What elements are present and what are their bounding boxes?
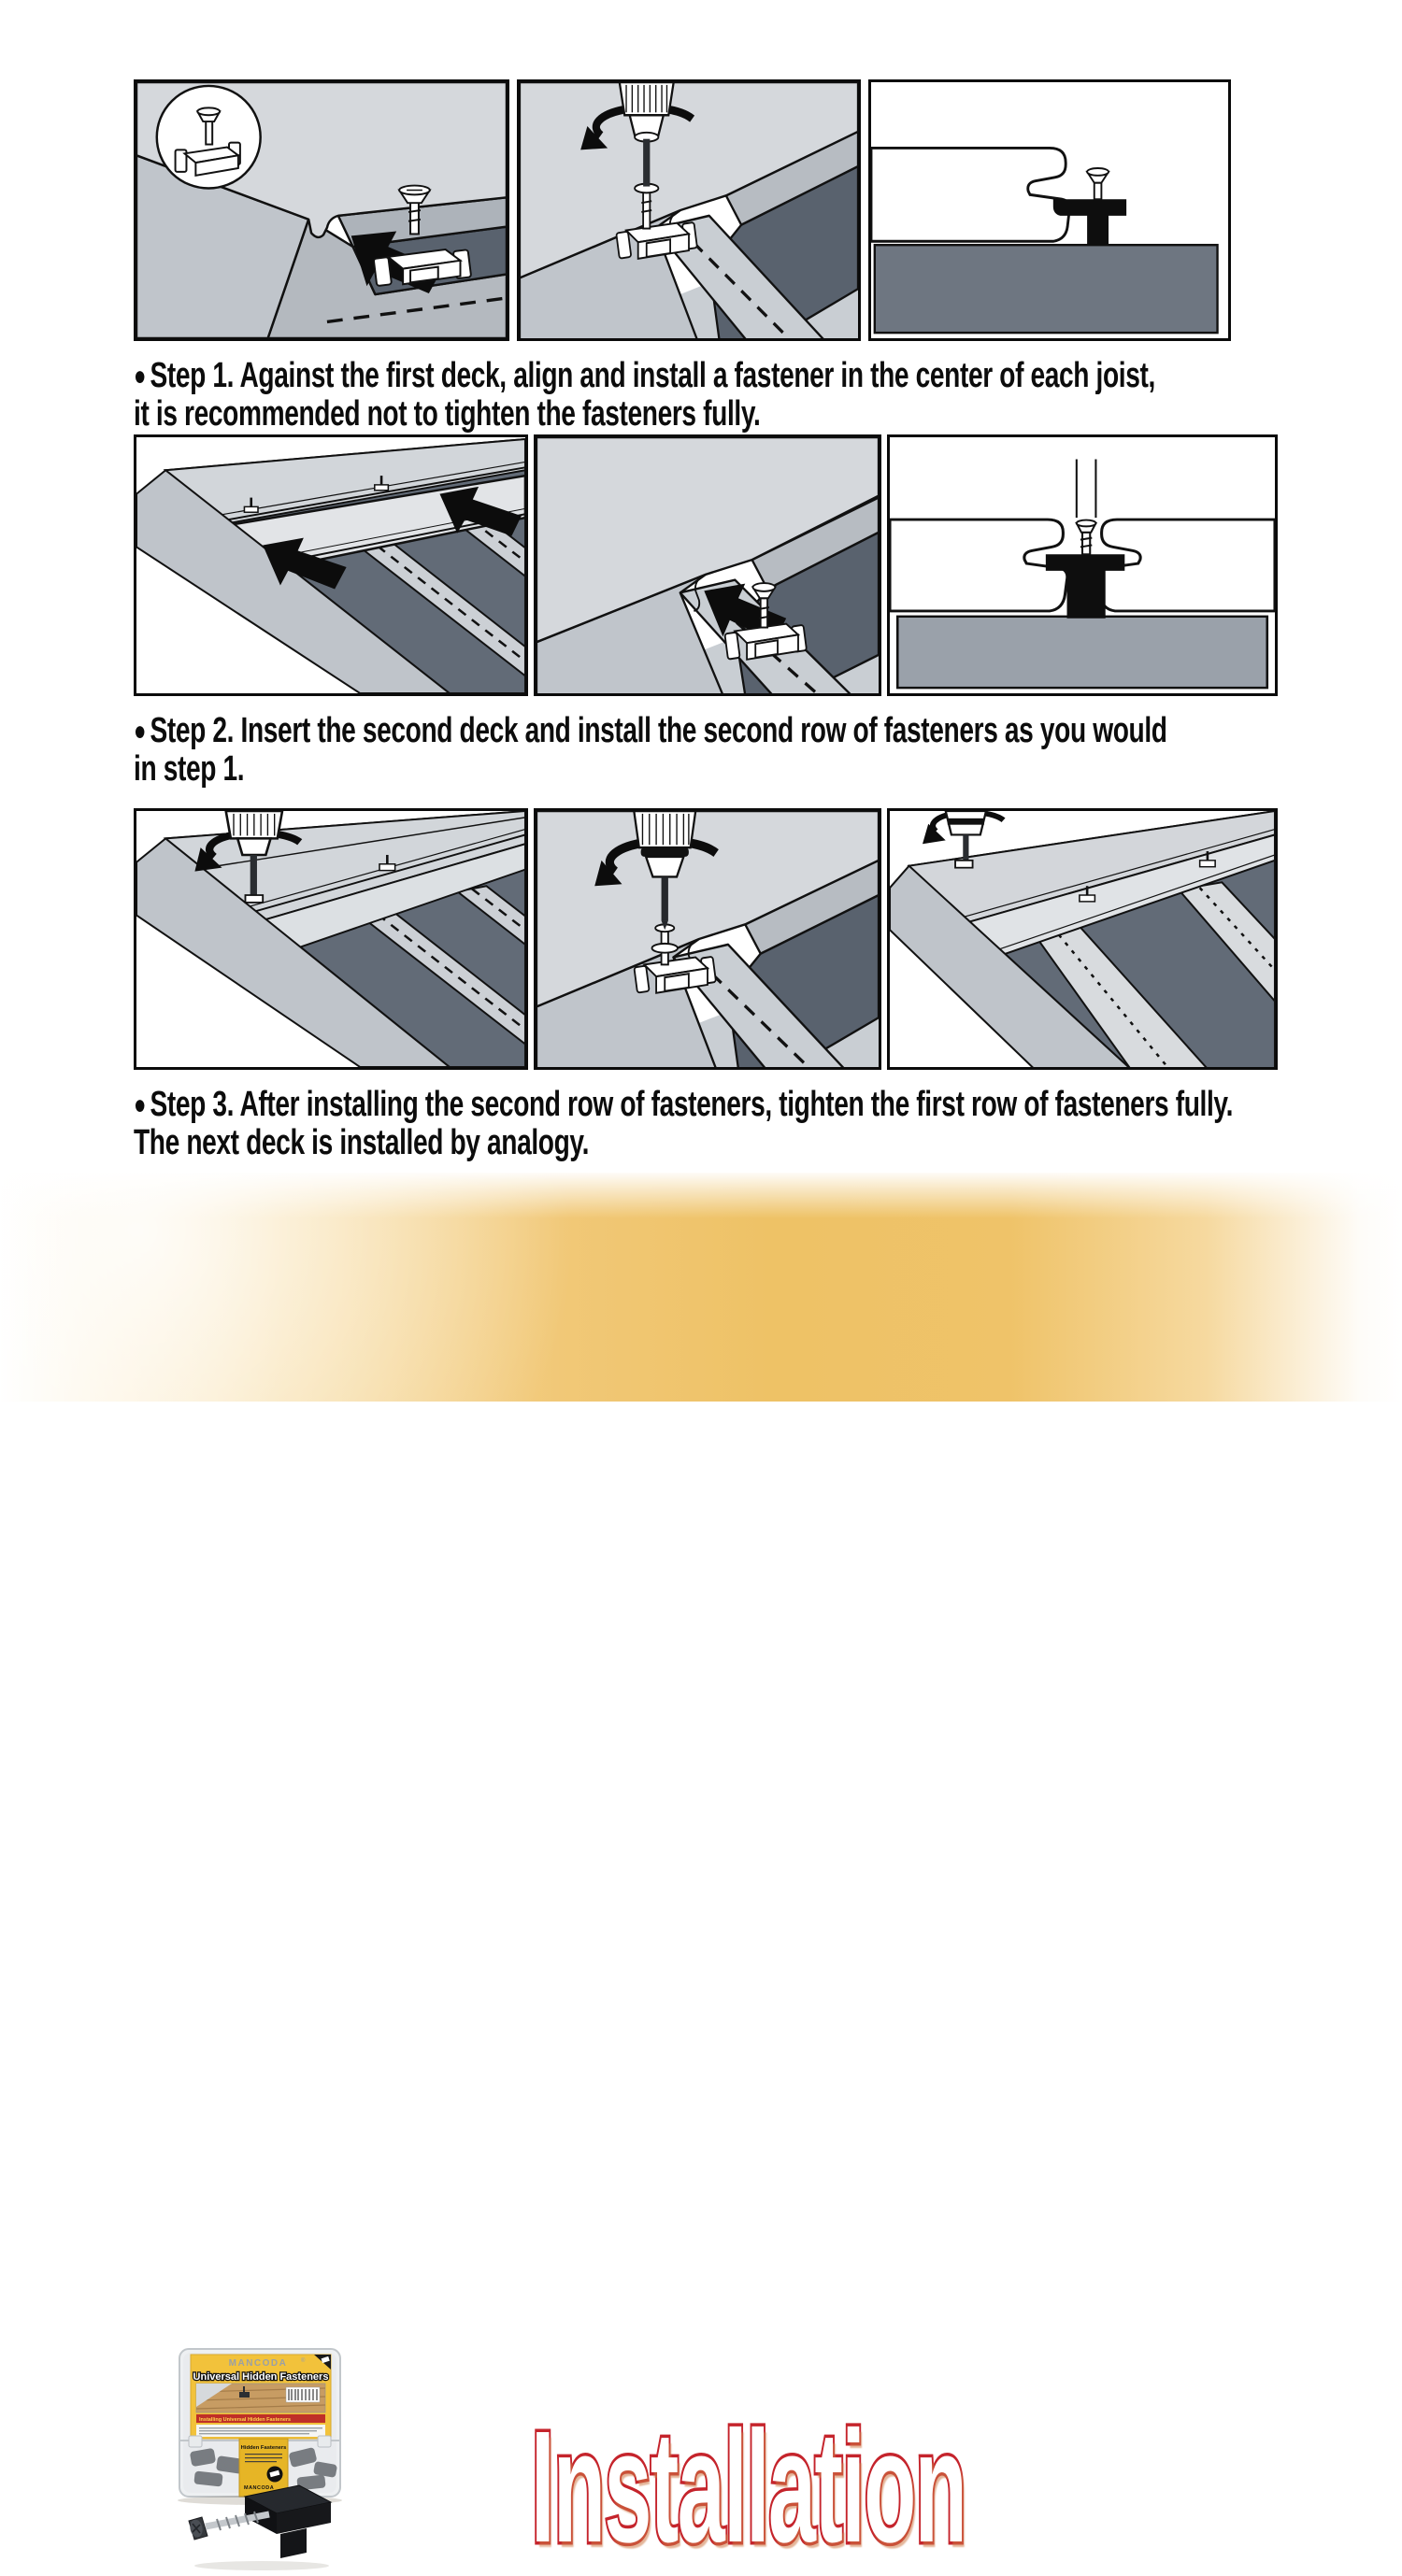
- step1-illustration-row: [134, 79, 1231, 341]
- step1-panel-cross-section: [868, 79, 1231, 341]
- step2-line2: in step 1.: [134, 749, 245, 789]
- product-box-illustration: [140, 2345, 393, 2574]
- step3-line2: The next deck is installed by analogy.: [134, 1123, 590, 1162]
- two-board-cross-section-illustration: [890, 437, 1275, 693]
- step1-line2: it is recommended not to tighten the fasteners fully.: [134, 394, 761, 434]
- deck-groove-fastener-illustration: [136, 82, 507, 338]
- label-photo: [196, 2384, 325, 2412]
- wrap-brand: MANCODA: [244, 2485, 275, 2491]
- step3-illustration-row: [134, 808, 1278, 1070]
- fastener-cross-section-illustration: [871, 82, 1228, 338]
- step1-text: [134, 357, 1155, 433]
- registered-mark: ®: [301, 2358, 306, 2364]
- step3-panel-next-deck: [887, 808, 1278, 1070]
- fastener-under-drill: [245, 895, 263, 903]
- drill-driving-screw-illustration: [520, 82, 858, 338]
- step3-text: [134, 1086, 1233, 1161]
- drill-tighten-closeup-illustration: [536, 811, 879, 1067]
- next-deck-overview-illustration: [890, 811, 1275, 1067]
- deck-insertion-illustration: [136, 437, 525, 693]
- deck-screw: [1077, 520, 1096, 555]
- box-wrap-band: [239, 2439, 288, 2497]
- step1-line1: ● Step 1. Against the first deck, align and install a fastener in the center of each joist,: [134, 356, 1155, 395]
- step3-panel-drill-closeup: [534, 808, 881, 1070]
- joist-cross-section: [875, 245, 1218, 333]
- step2-panel-insert-deck: [134, 434, 528, 696]
- barcode: [286, 2387, 320, 2402]
- step2-line1: ● Step 2. Insert the second deck and install the second row of fasteners as you would: [134, 711, 1167, 750]
- step2-illustration-row: [134, 434, 1278, 696]
- box-clasp-left: [189, 2436, 202, 2447]
- label-fine-print-lines: [199, 2427, 322, 2434]
- left-deck-board-profile: [890, 519, 1067, 611]
- red-band-text: Installing Universal Hidden Fasteners: [199, 2417, 292, 2423]
- box-clasp-right: [318, 2436, 331, 2447]
- step3-line1: ● Step 3. After installing the second row of fasteners, tighten the first row of fasteners fully.: [134, 1085, 1234, 1124]
- bullet-icon: ●: [134, 716, 147, 747]
- box-brand: MANCODA: [228, 2358, 288, 2369]
- deck-screw: [1087, 168, 1109, 199]
- step1-panel-align-fastener: [134, 79, 509, 341]
- step2-text: [134, 712, 1167, 788]
- box-label-title: Universal Hidden Fasteners: [193, 2371, 329, 2383]
- bullet-icon: ●: [134, 361, 147, 391]
- step2-panel-cross-section: [887, 434, 1278, 696]
- step1-panel-drill-fastener: [517, 79, 861, 341]
- step3-panel-tighten-overview: [134, 808, 528, 1070]
- groove-fastener-illustration: [536, 437, 879, 693]
- deck-board-profile: [871, 148, 1069, 241]
- fastener-inset-circle: [157, 86, 261, 189]
- tighten-first-row-illustration: [136, 811, 525, 1067]
- bullet-icon: ●: [134, 1089, 147, 1120]
- wrap-title: Hidden Fasteners: [240, 2445, 287, 2451]
- joist-cross-section: [897, 617, 1267, 688]
- product-box-photo: [140, 2345, 393, 2574]
- step2-panel-groove-fastener: [534, 434, 881, 696]
- installation-banner: [0, 1173, 1402, 2576]
- banner-title: Installation: [531, 2398, 966, 2576]
- box-label: [191, 2355, 331, 2439]
